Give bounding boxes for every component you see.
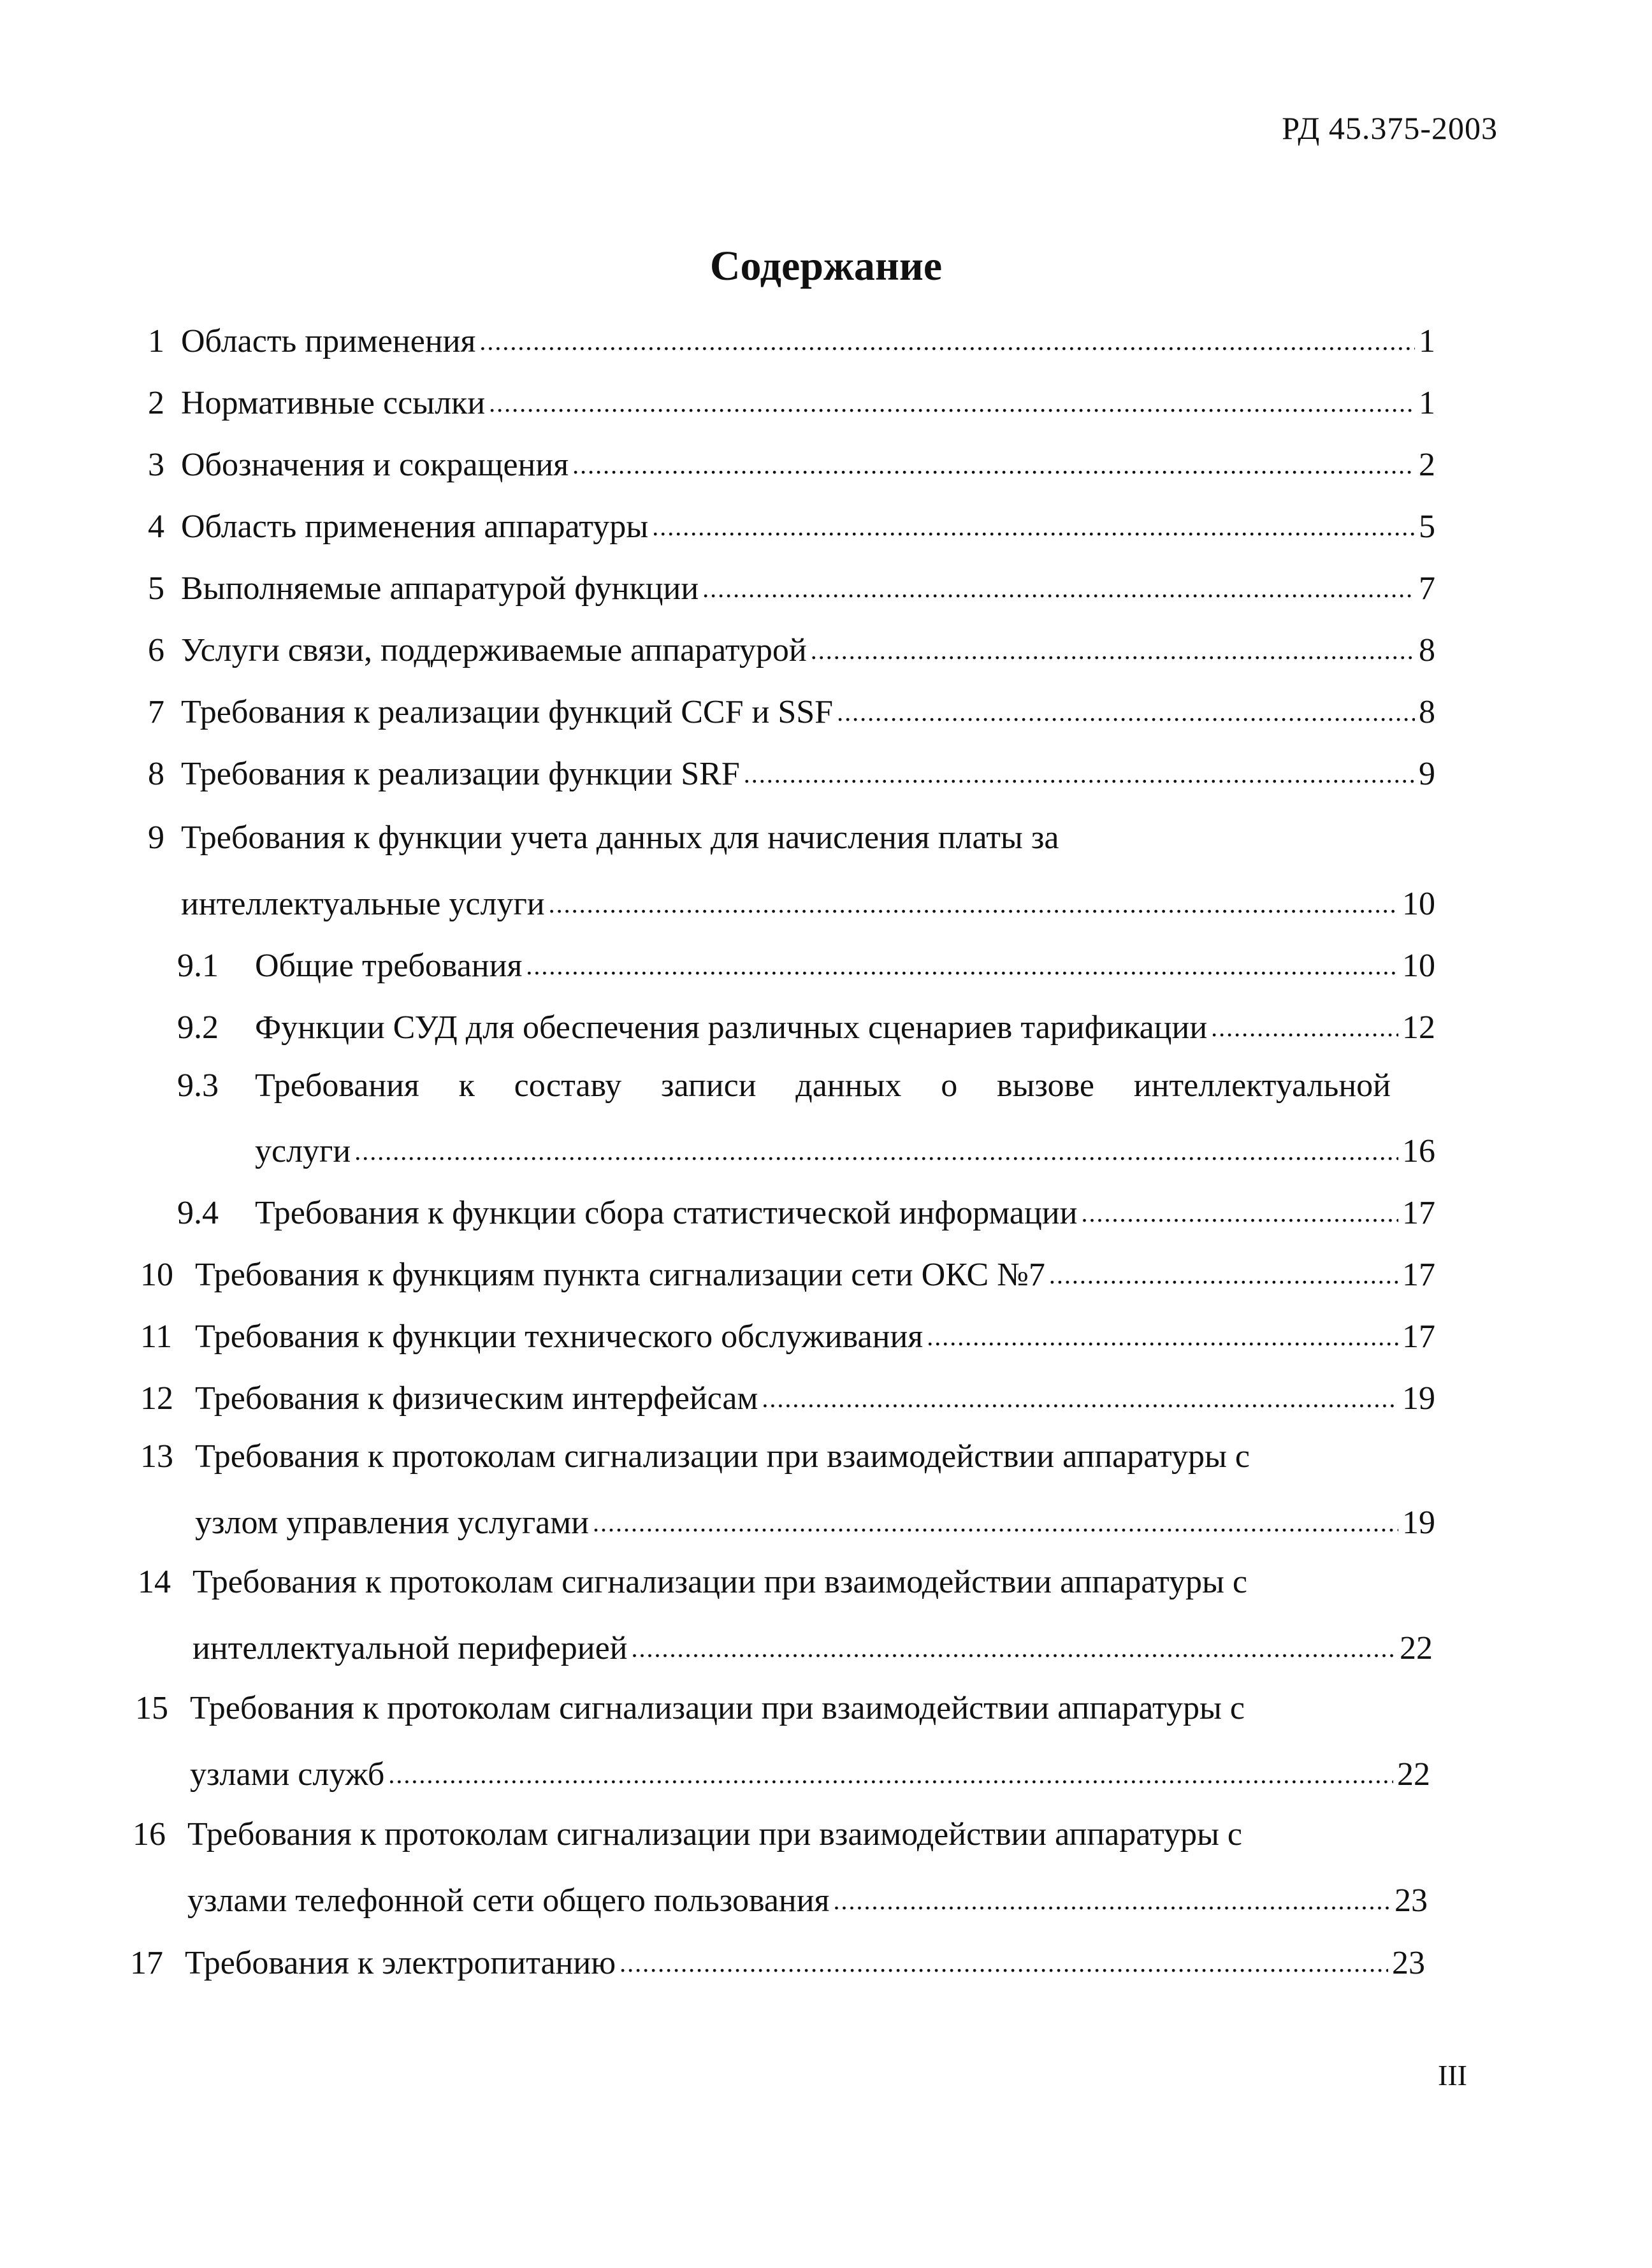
toc-entry-title-line2: узлами телефонной сети общего пользования bbox=[187, 1882, 830, 1919]
toc-entry-page: 12 bbox=[1402, 1009, 1435, 1046]
toc-entry-14[interactable] bbox=[138, 1563, 1397, 1608]
toc-entry-title: Требования к функции сбора статистической информации bbox=[255, 1195, 1078, 1231]
toc-entry-page: 1 bbox=[1419, 385, 1435, 421]
dot-leader bbox=[1049, 1252, 1398, 1285]
toc-entry-3[interactable] bbox=[148, 442, 1435, 487]
toc-entry-14-cont[interactable] bbox=[192, 1626, 1433, 1670]
toc-entry-12[interactable] bbox=[140, 1376, 1435, 1420]
toc-entry-title: Требования к физическим интерфейсам bbox=[195, 1380, 758, 1417]
toc-entry-page: 23 bbox=[1392, 1945, 1425, 1981]
toc-entry-10[interactable] bbox=[140, 1252, 1435, 1297]
toc-entry-number: 11 bbox=[140, 1318, 173, 1355]
toc-entry-4[interactable] bbox=[148, 504, 1435, 549]
toc-entry-number: 10 bbox=[140, 1257, 173, 1293]
toc-entry-page: 8 bbox=[1419, 694, 1435, 730]
dot-leader bbox=[479, 319, 1415, 352]
toc-entry-15[interactable] bbox=[135, 1689, 1397, 1734]
toc-entry-11[interactable] bbox=[140, 1314, 1435, 1359]
toc-entry-13[interactable] bbox=[140, 1438, 1397, 1482]
toc-entry-number: 8 bbox=[148, 756, 164, 792]
toc-entry-title: Область применения аппаратуры bbox=[181, 509, 649, 545]
toc-entry-title: Требования к функции технического обслуживания bbox=[195, 1318, 924, 1355]
page-title: Содержание bbox=[709, 243, 943, 289]
dot-leader bbox=[744, 751, 1415, 784]
toc-entry-9-cont[interactable] bbox=[181, 881, 1435, 926]
toc-entry-page: 1 bbox=[1419, 323, 1435, 359]
dot-leader bbox=[572, 442, 1415, 475]
toc-entry-title: Нормативные ссылки bbox=[181, 385, 486, 421]
toc-entry-number: 12 bbox=[140, 1380, 173, 1417]
toc-entry-page: 23 bbox=[1395, 1882, 1428, 1919]
toc-entry-page: 19 bbox=[1402, 1505, 1435, 1541]
dot-leader bbox=[354, 1129, 1398, 1162]
toc-entry-title: Выполняемые аппаратурой функции bbox=[181, 570, 699, 607]
toc-entry-9-2[interactable] bbox=[177, 1005, 1435, 1050]
dot-leader bbox=[833, 1878, 1391, 1911]
toc-entry-title-line1: Требования к составу записи данных о вызове интеллектуальной bbox=[255, 1067, 1391, 1104]
document-code: РД 45.375-2003 bbox=[1282, 110, 1498, 146]
toc-entry-5[interactable] bbox=[148, 566, 1435, 610]
toc-entry-page: 10 bbox=[1402, 948, 1435, 984]
toc-entry-15-cont[interactable] bbox=[190, 1752, 1430, 1796]
toc-entry-number: 5 bbox=[148, 570, 164, 607]
toc-entry-title-line2: узлами служб bbox=[190, 1756, 385, 1793]
toc-entry-title: Область применения bbox=[181, 323, 476, 359]
toc-entry-title-line1: Требования к протоколам сигнализации при взаимодействии аппаратуры с bbox=[187, 1816, 1243, 1853]
toc-entry-number: 7 bbox=[148, 694, 164, 730]
dot-leader bbox=[620, 1940, 1388, 1974]
toc-entry-title-line1: Требования к функции учета данных для начисления платы за bbox=[181, 820, 1059, 856]
toc-entry-title-line1: Требования к протоколам сигнализации при взаимодействии аппаратуры с bbox=[195, 1438, 1250, 1475]
toc-entry-7[interactable] bbox=[148, 690, 1435, 734]
toc-entry-number: 16 bbox=[133, 1816, 166, 1853]
dot-leader bbox=[837, 690, 1415, 723]
toc-entry-9-3[interactable] bbox=[177, 1067, 1391, 1111]
toc-entry-page: 16 bbox=[1402, 1133, 1435, 1169]
toc-entry-page: 2 bbox=[1419, 447, 1435, 483]
toc-entry-1[interactable] bbox=[148, 319, 1435, 363]
toc-entry-title: Требования к функциям пункта сигнализации сети ОКС №7 bbox=[195, 1257, 1045, 1293]
toc-entry-number: 9.4 bbox=[177, 1195, 219, 1231]
toc-entry-number: 9 bbox=[148, 820, 164, 856]
toc-entry-page: 5 bbox=[1419, 509, 1435, 545]
toc-entry-page: 17 bbox=[1402, 1257, 1435, 1293]
toc-entry-title: Требования к реализации функций CCF и SSF bbox=[181, 694, 834, 730]
toc-entry-number: 6 bbox=[148, 632, 164, 668]
toc-entry-number: 2 bbox=[148, 385, 164, 421]
toc-entry-8[interactable] bbox=[148, 751, 1435, 796]
dot-leader bbox=[388, 1752, 1393, 1785]
toc-entry-page: 19 bbox=[1402, 1380, 1435, 1417]
toc-entry-title: Общие требования bbox=[255, 948, 523, 984]
dot-leader bbox=[811, 628, 1415, 661]
toc-entry-page: 17 bbox=[1402, 1195, 1435, 1231]
dot-leader bbox=[549, 881, 1398, 914]
page-number: III bbox=[1438, 2059, 1467, 2091]
toc-entry-number: 9.2 bbox=[177, 1009, 219, 1046]
toc-entry-number: 3 bbox=[148, 447, 164, 483]
toc-entry-title-line2: узлом управления услугами bbox=[195, 1505, 589, 1541]
toc-entry-title: Требования к электропитанию bbox=[185, 1945, 616, 1981]
toc-entry-number: 1 bbox=[148, 323, 164, 359]
dot-leader bbox=[526, 943, 1398, 976]
toc-entry-number: 15 bbox=[135, 1690, 168, 1726]
dot-leader bbox=[927, 1314, 1398, 1347]
dot-leader bbox=[702, 566, 1415, 599]
dot-leader bbox=[762, 1376, 1398, 1409]
toc-entry-title-line1: Требования к протоколам сигнализации при взаимодействии аппаратуры с bbox=[190, 1690, 1245, 1726]
dot-leader bbox=[631, 1626, 1396, 1659]
toc-entry-title: Обозначения и сокращения bbox=[181, 447, 569, 483]
toc-entry-number: 4 bbox=[148, 509, 164, 545]
toc-entry-title-line1: Требования к протоколам сигнализации при взаимодействии аппаратуры с bbox=[192, 1564, 1248, 1600]
toc-entry-number: 9.1 bbox=[177, 948, 219, 984]
toc-entry-title-line2: услуги bbox=[255, 1133, 351, 1169]
toc-entry-page: 22 bbox=[1397, 1756, 1430, 1793]
toc-entry-title: Функции СУД для обеспечения различных сценариев тарификации bbox=[255, 1009, 1208, 1046]
toc-entry-title: Требования к реализации функции SRF bbox=[181, 756, 740, 792]
toc-entry-title: Услуги связи, поддерживаемые аппаратурой bbox=[181, 632, 807, 668]
toc-entry-page: 8 bbox=[1419, 632, 1435, 668]
dot-leader bbox=[652, 504, 1415, 537]
toc-entry-16-cont[interactable] bbox=[187, 1878, 1428, 1923]
dot-leader bbox=[489, 380, 1415, 414]
dot-leader bbox=[1081, 1190, 1398, 1224]
dot-leader bbox=[593, 1500, 1398, 1533]
toc-entry-9[interactable] bbox=[148, 819, 1435, 863]
toc-entry-page: 17 bbox=[1402, 1318, 1435, 1355]
toc-entry-number: 9.3 bbox=[177, 1067, 219, 1104]
toc-entry-13-cont[interactable] bbox=[195, 1500, 1435, 1545]
toc-entry-title-line2: интеллектуальные услуги bbox=[181, 886, 545, 922]
toc-entry-page: 9 bbox=[1419, 756, 1435, 792]
toc-entry-page: 7 bbox=[1419, 570, 1435, 607]
toc-entry-6[interactable] bbox=[148, 628, 1435, 672]
toc-entry-page: 10 bbox=[1402, 886, 1435, 922]
toc-entry-number: 13 bbox=[140, 1438, 173, 1475]
dot-leader bbox=[1211, 1005, 1398, 1038]
toc-entry-16[interactable] bbox=[133, 1816, 1395, 1860]
toc-entry-page: 22 bbox=[1400, 1630, 1433, 1666]
toc-entry-9-4[interactable] bbox=[177, 1190, 1435, 1235]
toc-entry-9-1[interactable] bbox=[177, 943, 1435, 988]
toc-entry-17[interactable] bbox=[130, 1940, 1425, 1985]
toc-entry-2[interactable] bbox=[148, 380, 1435, 425]
toc-entry-number: 14 bbox=[138, 1564, 171, 1600]
toc-entry-9-3-cont[interactable] bbox=[255, 1129, 1435, 1173]
toc-entry-number: 17 bbox=[130, 1945, 163, 1981]
toc-entry-title-line2: интеллектуальной периферией bbox=[192, 1630, 628, 1666]
